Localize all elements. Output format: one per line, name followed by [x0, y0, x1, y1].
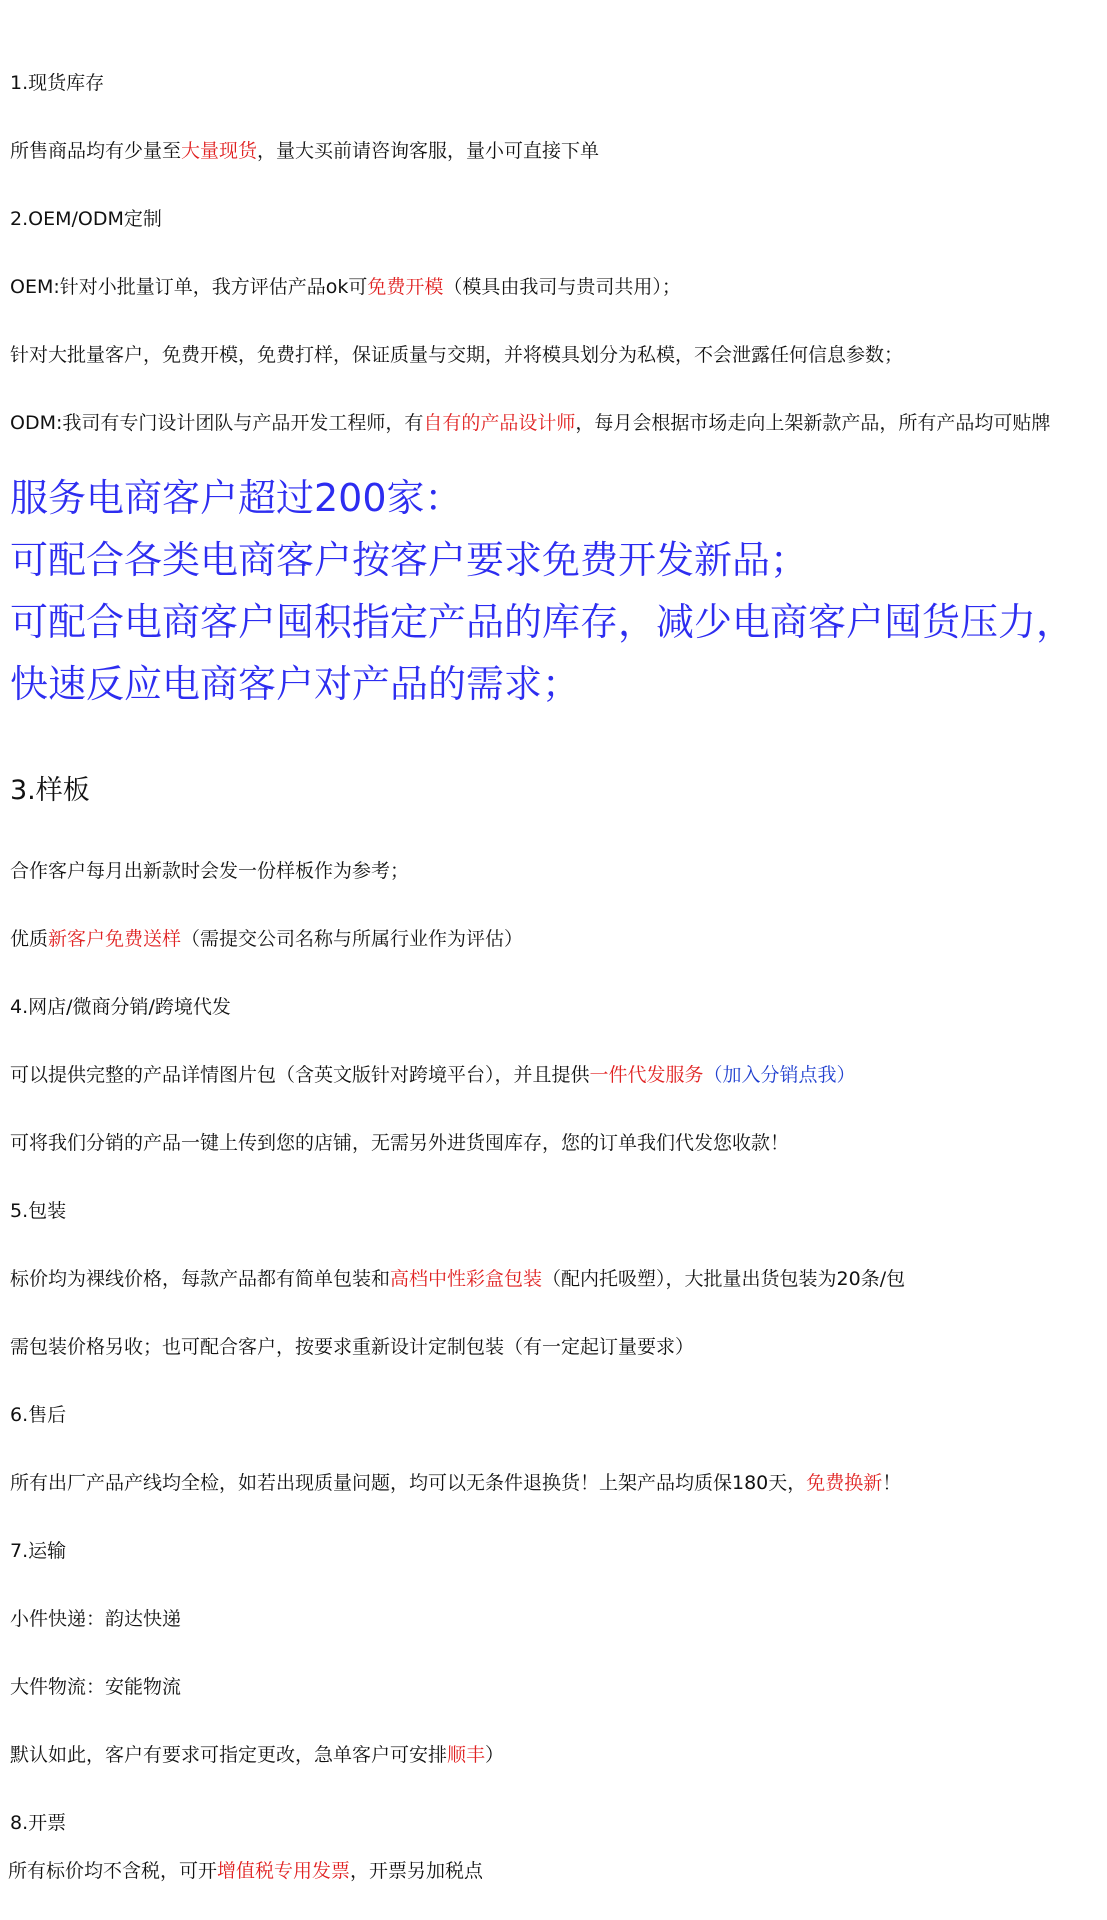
- packaging-text-1-highlight: 高档中性彩盒包装: [390, 1268, 543, 1290]
- shipping-default: [10, 1742, 504, 1768]
- distribution-text-1: [10, 1062, 856, 1088]
- invoice-text: [8, 1858, 483, 1884]
- distribution-text-2: 可将我们分销的产品一键上传到您的店铺，无需另外进货囤库存，您的订单我们代发您收款！: [10, 1132, 790, 1154]
- aftersales-text: [10, 1470, 901, 1496]
- highlight-line-2: 可配合各类电商客户按客户要求免费开发新品；: [10, 538, 809, 582]
- packaging-text-1: [10, 1266, 905, 1292]
- sample-text-2-c: （需提交公司名称与所属行业作为评估）: [181, 928, 524, 950]
- dropship-service-highlight: 一件代发服务: [589, 1064, 704, 1086]
- highlight-line-1: 服务电商客户超过200家：: [10, 476, 463, 520]
- stock-text: [10, 138, 599, 164]
- shipping-small: 小件快递：韵达快递: [10, 1608, 182, 1630]
- invoice-text-c: ，开票另加税点: [350, 1860, 484, 1882]
- sample-text-2: [10, 926, 523, 952]
- oem-text-1: [10, 274, 681, 300]
- aftersales-text-a: 所有出厂产品产线均全检，如若出现质量问题，均可以无条件退换货！上架产品均质保180天，: [10, 1472, 807, 1494]
- section-title-aftersales: 6.售后: [10, 1404, 67, 1426]
- sample-text-1: 合作客户每月出新款时会发一份样板作为参考；: [10, 860, 410, 882]
- aftersales-text-c: ！: [882, 1472, 902, 1494]
- odm-text-c: ，每月会根据市场走向上架新款产品，所有产品均可贴牌: [575, 412, 1051, 434]
- shipping-default-highlight: 顺丰: [447, 1744, 486, 1766]
- section-title-stock: 1.现货库存: [10, 72, 105, 94]
- section-title-invoice: 8.开票: [10, 1812, 67, 1834]
- packaging-text-2: 需包装价格另收；也可配合客户，按要求重新设计定制包装（有一定起订量要求）: [10, 1336, 695, 1358]
- packaging-text-1-a: 标价均为裸线价格，每款产品都有简单包装和: [10, 1268, 391, 1290]
- distribution-text-1-a: 可以提供完整的产品详情图片包（含英文版针对跨境平台），并且提供: [10, 1064, 590, 1086]
- section-title-shipping: 7.运输: [10, 1540, 67, 1562]
- oem-text-1-highlight: 免费开模: [367, 276, 444, 298]
- shipping-default-a: 默认如此，客户有要求可指定更改，急单客户可安排: [10, 1744, 448, 1766]
- sample-text-2-a: 优质: [10, 928, 49, 950]
- stock-text-highlight: 大量现货: [181, 140, 258, 162]
- shipping-large: 大件物流：安能物流: [10, 1676, 182, 1698]
- stock-text-a: 所售商品均有少量至: [10, 140, 182, 162]
- section-title-sample: 3.样板: [10, 775, 90, 806]
- section-title-distribution: 4.网店/微商分销/跨境代发: [10, 996, 231, 1018]
- invoice-text-a: 所有标价均不含税，可开: [8, 1860, 218, 1882]
- highlight-line-3: 可配合电商客户囤积指定产品的库存，减少电商客户囤货压力，: [10, 600, 1075, 644]
- invoice-text-highlight: 增值税专用发票: [217, 1860, 351, 1882]
- oem-text-1-c: （模具由我司与贵司共用）；: [443, 276, 681, 298]
- section-title-oem: 2.OEM/ODM定制: [10, 208, 162, 230]
- aftersales-text-highlight: 免费换新: [806, 1472, 883, 1494]
- odm-text-a: ODM:我司有专门设计团队与产品开发工程师，有: [10, 412, 424, 434]
- oem-text-1-a: OEM:针对小批量订单，我方评估产品ok可: [10, 276, 368, 298]
- shipping-default-c: ）: [485, 1744, 505, 1766]
- highlight-line-4: 快速反应电商客户对产品的需求；: [10, 662, 581, 706]
- packaging-text-1-c: （配内托吸塑），大批量出货包装为20条/包: [542, 1268, 906, 1290]
- oem-text-2: 针对大批量客户，免费开模，免费打样，保证质量与交期，并将模具划分为私模，不会泄露任何信息参数；: [10, 344, 904, 366]
- odm-text: [10, 410, 1050, 436]
- section-title-packaging: 5.包装: [10, 1200, 67, 1222]
- sample-text-2-highlight: 新客户免费送样: [48, 928, 182, 950]
- join-distribution-link[interactable]: （加入分销点我）: [703, 1064, 856, 1086]
- stock-text-c: ，量大买前请咨询客服，量小可直接下单: [257, 140, 600, 162]
- odm-text-highlight: 自有的产品设计师: [423, 412, 576, 434]
